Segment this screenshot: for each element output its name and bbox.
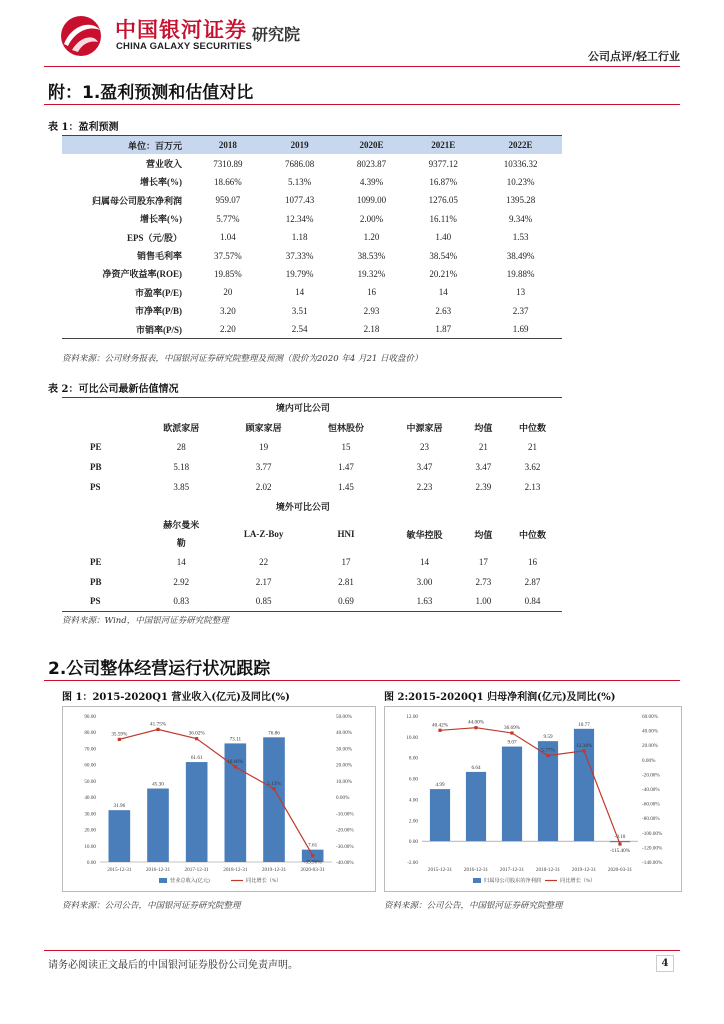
x-tick-label: 2019-12-31 xyxy=(571,867,597,873)
table-row xyxy=(62,302,562,320)
y-right-tick-label: -20.00% xyxy=(642,772,660,779)
line-point xyxy=(234,765,237,768)
foreign-group-label: 境外可比公司 xyxy=(275,501,330,512)
table-cell: 2.81 xyxy=(338,576,354,587)
y-left-tick-label: 8.00 xyxy=(408,755,418,762)
row-label: 增长率(%) xyxy=(140,177,182,188)
bar-data-label: 76.86 xyxy=(268,730,280,737)
chart-frame xyxy=(385,707,682,892)
table-cell: 1.18 xyxy=(291,232,308,243)
table-row xyxy=(62,265,562,283)
header-cell: 2022E xyxy=(479,136,562,155)
table-cell: 10336.32 xyxy=(503,158,538,169)
table-cell: 1.87 xyxy=(435,324,452,335)
line-data-label: 5.13% xyxy=(267,780,281,787)
bar-data-label: 9.59 xyxy=(543,734,553,741)
net-profit-chart xyxy=(384,706,682,892)
table-cell: 1.47 xyxy=(338,461,354,472)
table-cell: 959.07 xyxy=(215,195,241,206)
y-right-tick-label: -60.00% xyxy=(642,801,660,808)
table-row xyxy=(62,477,562,497)
row-label: 销售毛利率 xyxy=(136,251,182,262)
y-right-tick-label: 20.00% xyxy=(336,762,352,769)
line-point xyxy=(438,729,441,732)
table-cell: 14 xyxy=(295,287,305,298)
table-cell: 3.47 xyxy=(475,461,492,472)
x-tick-label: 2018-12-31 xyxy=(223,867,248,873)
line-data-label: 40.42% xyxy=(432,722,448,729)
x-tick-label: 2016-12-31 xyxy=(463,867,489,873)
y-right-tick-label: 40.00% xyxy=(336,730,352,737)
fig1-title: 图 1：2015-2020Q1 营业收入(亿元)及同比(%) xyxy=(62,692,290,703)
table-cell: 19.85% xyxy=(214,268,242,279)
y-right-tick-label: -30.00% xyxy=(336,843,354,850)
line-point xyxy=(618,842,621,845)
domestic-group-label: 境内可比公司 xyxy=(275,403,330,414)
table2-source: 资料来源：Wind，中国银河证券研究院整理 xyxy=(62,616,229,626)
header-cell: 顾家家居 xyxy=(245,423,282,434)
line-data-label: 36.02% xyxy=(188,730,205,737)
table-row xyxy=(62,191,562,209)
header-cell: 2019 xyxy=(264,136,336,155)
line-point xyxy=(582,749,585,752)
bar xyxy=(186,762,208,862)
bar xyxy=(263,737,285,862)
y-left-tick-label: 0.00 xyxy=(86,860,96,866)
table-cell: 38.53% xyxy=(357,250,386,261)
bar-data-label: 61.61 xyxy=(190,755,203,762)
table-cell: 0.85 xyxy=(255,596,272,607)
row-label: 净资产收益率(ROE) xyxy=(102,269,182,280)
table-cell: 2.00% xyxy=(359,213,384,224)
legend-label: 同比增长（%） xyxy=(246,878,282,884)
x-tick-label: 2020-03-31 xyxy=(607,867,633,873)
table-cell: 2.54 xyxy=(291,324,308,335)
row-label: PS xyxy=(90,481,101,492)
table-cell: 23 xyxy=(420,442,429,453)
line-data-label: -115.40% xyxy=(609,848,631,855)
table-cell: 2.93 xyxy=(363,305,380,316)
table-cell: 3.62 xyxy=(524,461,541,472)
table-cell: 7310.89 xyxy=(213,158,243,169)
bar xyxy=(502,747,522,842)
table-row xyxy=(62,572,562,592)
x-tick-label: 2016-12-31 xyxy=(145,867,171,873)
legend-bar-swatch xyxy=(159,878,167,883)
table-cell: 9377.12 xyxy=(428,158,458,169)
bar xyxy=(147,789,169,862)
row-label: 增长率(%) xyxy=(140,214,182,225)
table-row xyxy=(62,228,562,246)
bar xyxy=(109,810,131,862)
y-right-tick-label: -80.00% xyxy=(642,816,660,823)
bar-data-label: 10.77 xyxy=(578,721,590,728)
table2-title: 表 2：可比公司最新估值情况 xyxy=(48,384,179,395)
line-point xyxy=(156,728,159,731)
line-point xyxy=(272,787,275,790)
table-cell: 19.32% xyxy=(357,268,386,279)
table-cell: 1.63 xyxy=(416,596,433,607)
line-data-label: 5.77% xyxy=(541,747,555,754)
table-cell: 2.18 xyxy=(363,324,380,335)
table-cell: 1276.05 xyxy=(428,195,458,206)
y-left-tick-label: 0.00 xyxy=(408,839,418,846)
line-data-label: -35.96% xyxy=(303,859,322,866)
x-tick-label: 2017-12-31 xyxy=(184,867,209,873)
table-cell: 14 xyxy=(438,287,448,298)
legend-label: 归属母公司股东的净利润 xyxy=(484,878,542,884)
table-cell: 2.73 xyxy=(475,576,492,587)
table-cell: 1.00 xyxy=(475,596,492,607)
row-label: EPS（元/股） xyxy=(126,232,182,243)
profit-forecast-table xyxy=(62,135,562,339)
x-tick-label: 2015-12-31 xyxy=(427,867,453,873)
bar xyxy=(610,841,630,842)
y-left-tick-label: 50.00 xyxy=(84,778,96,785)
header-divider xyxy=(44,66,680,67)
domestic-header-row xyxy=(62,418,562,438)
table-cell: 21 xyxy=(478,442,488,453)
valuation-comparison-table xyxy=(62,397,562,612)
table-cell: 3.00 xyxy=(416,576,433,587)
row-label: 营业收入 xyxy=(145,159,182,170)
foreign-header-row xyxy=(62,516,562,552)
table-cell: 1395.28 xyxy=(505,195,536,206)
table-row xyxy=(62,457,562,477)
header-cell: HNI xyxy=(337,529,355,540)
y-left-tick-label: 6.00 xyxy=(408,776,418,783)
table-cell: 28 xyxy=(176,442,186,453)
table-cell: 19.88% xyxy=(506,268,535,279)
y-left-tick-label: 70.00 xyxy=(84,746,96,753)
row-label: 市销率(P/S) xyxy=(136,324,182,335)
table-row xyxy=(62,437,562,457)
x-tick-label: 2018-12-31 xyxy=(535,867,561,873)
table-cell: 2.02 xyxy=(255,481,272,492)
galaxy-logo-icon xyxy=(58,14,104,58)
table-cell: 20.21% xyxy=(429,268,458,279)
line-point xyxy=(195,737,198,740)
y-right-tick-label: -100.00% xyxy=(642,830,663,837)
table-cell: 1099.00 xyxy=(356,195,387,206)
bar-data-label: 6.64 xyxy=(471,764,481,771)
bar-data-label: 45.30 xyxy=(152,781,164,788)
y-right-tick-label: -40.00% xyxy=(642,787,660,793)
brand-name-en: CHINA GALAXY SECURITIES xyxy=(116,41,253,52)
y-left-tick-label: 4.00 xyxy=(408,797,418,804)
table-cell: 4.39% xyxy=(359,176,384,187)
y-left-tick-label: 90.00 xyxy=(84,714,96,720)
table-cell: 38.49% xyxy=(506,250,535,261)
table-row xyxy=(62,592,562,612)
y-left-tick-label: 60.00 xyxy=(84,762,96,769)
table-cell: 22 xyxy=(259,556,269,567)
row-label: PB xyxy=(90,461,102,472)
table-cell: 16.11% xyxy=(429,213,457,224)
table-cell: 19.79% xyxy=(285,268,314,279)
line-point xyxy=(474,726,477,729)
y-right-tick-label: -140.00% xyxy=(642,860,663,866)
table-cell: 16.87% xyxy=(429,176,458,187)
table-cell: 8023.87 xyxy=(356,158,387,169)
header-cell: 欧派家居 xyxy=(163,423,200,434)
table-cell: 21 xyxy=(528,442,538,453)
row-label: PS xyxy=(90,596,101,607)
table-row xyxy=(62,246,562,264)
header-cell: 2018 xyxy=(192,136,264,155)
y-left-tick-label: 80.00 xyxy=(84,730,96,737)
page-number: 4 xyxy=(656,955,674,972)
table-cell: 20 xyxy=(223,287,233,298)
bar-data-label: 73.11 xyxy=(229,736,242,743)
line-data-label: 18.66% xyxy=(227,758,244,765)
table-cell: 1.20 xyxy=(363,232,380,243)
x-tick-label: 2015-12-31 xyxy=(107,867,132,873)
foreign-header-line2: 勒 xyxy=(176,538,186,549)
y-right-tick-label: -10.00% xyxy=(336,811,354,818)
line-data-label: 12.34% xyxy=(576,742,592,749)
bar-data-label: 31.96 xyxy=(113,803,126,810)
table-cell: 12.34% xyxy=(285,213,314,224)
table-row xyxy=(62,173,562,191)
table-cell: 5.77% xyxy=(216,213,240,224)
line-data-label: 44.00% xyxy=(468,719,484,726)
table-cell: 7686.08 xyxy=(285,158,315,169)
table-cell: 2.63 xyxy=(435,305,452,316)
header-cell: 中源家居 xyxy=(406,423,443,434)
row-label: 归属母公司股东净利润 xyxy=(91,195,182,206)
table-cell: 1.53 xyxy=(512,232,529,243)
legend-label: 同比增长（%） xyxy=(560,878,596,884)
y-right-tick-label: 0.00% xyxy=(642,757,656,764)
y-right-tick-label: 0.00% xyxy=(336,795,350,802)
revenue-chart xyxy=(62,706,376,892)
appendix-title: 附：1.盈利预测和估值对比 xyxy=(48,83,254,103)
table-cell: 18.66% xyxy=(214,176,242,187)
header-cell: 均值 xyxy=(474,423,493,434)
legend-bar-swatch xyxy=(473,878,481,883)
table-cell: 0.84 xyxy=(524,596,541,607)
table-row xyxy=(62,552,562,572)
brand-name-cn: 中国银河证券 xyxy=(115,18,247,42)
line-point xyxy=(118,738,121,741)
header-cell: 中位数 xyxy=(519,529,547,540)
table-cell: 16 xyxy=(366,287,376,298)
y-left-tick-label: 12.00 xyxy=(406,714,418,720)
table-cell: 3.77 xyxy=(255,461,272,472)
y-right-tick-label: -20.00% xyxy=(336,827,354,834)
y-right-tick-label: 40.00% xyxy=(642,728,658,735)
table-row xyxy=(62,320,562,339)
row-label: 市盈率(P/E) xyxy=(135,287,182,298)
y-left-tick-label: 40.00 xyxy=(84,795,96,802)
table-row xyxy=(62,210,562,228)
row-label: PB xyxy=(90,576,102,587)
header-cell: 恒林股份 xyxy=(327,423,364,434)
table-cell: 5.13% xyxy=(288,176,312,187)
table-cell: 16 xyxy=(528,556,538,567)
x-tick-label: 2017-12-31 xyxy=(499,867,525,873)
header-cell: 均值 xyxy=(474,529,493,540)
table-cell: 2.39 xyxy=(475,481,492,492)
table-cell: 2.37 xyxy=(512,305,529,316)
chart-frame xyxy=(63,707,376,892)
bar-data-label: 4.99 xyxy=(435,782,445,789)
fig1-source: 资料来源：公司公告，中国银河证券研究院整理 xyxy=(62,901,241,911)
bar xyxy=(466,772,486,841)
table-cell: 15 xyxy=(341,442,351,453)
line-point xyxy=(510,731,513,734)
x-tick-label: 2020-03-31 xyxy=(300,867,325,873)
line-data-label: 35.59% xyxy=(111,731,128,738)
bar-data-label: 9.07 xyxy=(507,739,517,746)
y-right-tick-label: -40.00% xyxy=(336,860,354,866)
table-cell: 13 xyxy=(516,287,526,298)
table-cell: 9.34% xyxy=(508,213,533,224)
x-tick-label: 2019-12-31 xyxy=(261,867,287,873)
bar xyxy=(430,789,450,841)
table-cell: 17 xyxy=(341,556,351,567)
table-cell: 17 xyxy=(478,556,488,567)
y-right-tick-label: 50.00% xyxy=(336,714,352,720)
y-left-tick-label: 10.00 xyxy=(406,734,418,741)
row-label: 市净率(P/B) xyxy=(135,306,182,317)
table-cell: 1.69 xyxy=(512,324,529,335)
table-cell: 2.92 xyxy=(173,576,190,587)
header-cell: LA-Z-Boy xyxy=(243,529,284,540)
y-left-tick-label: 30.00 xyxy=(84,811,96,818)
section2-divider xyxy=(44,680,680,681)
line-point xyxy=(546,754,549,757)
header-cell: 2020E xyxy=(336,136,408,155)
table-cell: 10.23% xyxy=(506,176,535,187)
table-row xyxy=(62,283,562,301)
table-cell: 2.20 xyxy=(220,324,236,335)
table-cell: 3.51 xyxy=(291,305,308,316)
table-row xyxy=(62,154,562,172)
y-right-tick-label: 60.00% xyxy=(642,714,658,720)
bar-data-label: -0.10 xyxy=(614,834,626,841)
y-right-tick-label: -120.00% xyxy=(642,845,663,852)
table-cell: 19 xyxy=(259,442,269,453)
table1-source: 资料来源：公司财务报表，中国银河证券研究院整理及预测（股价为2020 年4 月21 日收盘价） xyxy=(62,354,423,364)
table-cell: 1.40 xyxy=(435,232,452,243)
table1-title: 表 1：盈利预测 xyxy=(48,122,119,133)
table-cell: 2.87 xyxy=(524,576,541,587)
y-left-tick-label: 10.00 xyxy=(84,843,96,850)
table-cell: 3.47 xyxy=(416,461,433,472)
table-cell: 37.33% xyxy=(285,250,314,261)
table-cell: 3.85 xyxy=(173,481,190,492)
y-right-tick-label: 20.00% xyxy=(642,743,658,750)
row-label: PE xyxy=(90,442,102,453)
fig2-source: 资料来源：公司公告，中国银河证券研究院整理 xyxy=(384,901,563,911)
table-cell: 2.23 xyxy=(416,481,433,492)
table-cell: 2.13 xyxy=(524,481,541,492)
table-cell: 1.45 xyxy=(338,481,354,492)
table-cell: 37.57% xyxy=(214,250,242,261)
fig2-title: 图 2:2015-2020Q1 归母净利润(亿元)及同比(%) xyxy=(384,692,616,703)
line-data-label: 41.75% xyxy=(150,721,166,728)
header-cell: 中位数 xyxy=(519,423,547,434)
foreign-header-cell xyxy=(142,516,221,552)
table-cell: 14 xyxy=(176,556,186,567)
disclaimer: 请务必阅读正文最后的中国银河证券股份公司免责声明。 xyxy=(48,960,298,971)
table-cell: 1.04 xyxy=(220,232,236,243)
y-left-tick-label: 20.00 xyxy=(84,827,96,834)
foreign-header-line1: 赫尔曼米 xyxy=(163,520,200,531)
table-cell: 3.20 xyxy=(220,305,236,316)
report-category: 公司点评/轻工行业 xyxy=(587,50,680,63)
line-data-label: 36.69% xyxy=(504,725,520,732)
legend-label: 营业总收入(亿元) xyxy=(170,878,210,884)
table-cell: 38.54% xyxy=(429,250,458,261)
table-cell: 2.17 xyxy=(255,576,272,587)
table-cell: 14 xyxy=(420,556,429,567)
brand-institute: 研究院 xyxy=(252,25,301,44)
header-cell: 单位：百万元 xyxy=(62,136,192,155)
y-right-tick-label: 30.00% xyxy=(336,746,352,753)
header-cell: 敏华控股 xyxy=(406,529,443,540)
table-cell: 0.83 xyxy=(173,596,190,607)
bar-data-label: 7.61 xyxy=(308,842,318,849)
table-header-row xyxy=(62,136,562,155)
header-cell: 2021E xyxy=(407,136,479,155)
row-label: PE xyxy=(90,556,102,567)
table-cell: 1077.43 xyxy=(285,195,315,206)
table-cell: 5.18 xyxy=(173,461,190,472)
line-point xyxy=(311,854,314,857)
y-right-tick-label: 10.00% xyxy=(336,778,352,785)
section-divider xyxy=(44,104,680,105)
footer-divider xyxy=(44,950,680,951)
table-cell: 0.69 xyxy=(338,596,354,607)
section2-title: 2.公司整体经营运行状况跟踪 xyxy=(48,659,271,679)
y-left-tick-label: -2.00 xyxy=(407,860,418,866)
y-left-tick-label: 2.00 xyxy=(408,818,418,825)
